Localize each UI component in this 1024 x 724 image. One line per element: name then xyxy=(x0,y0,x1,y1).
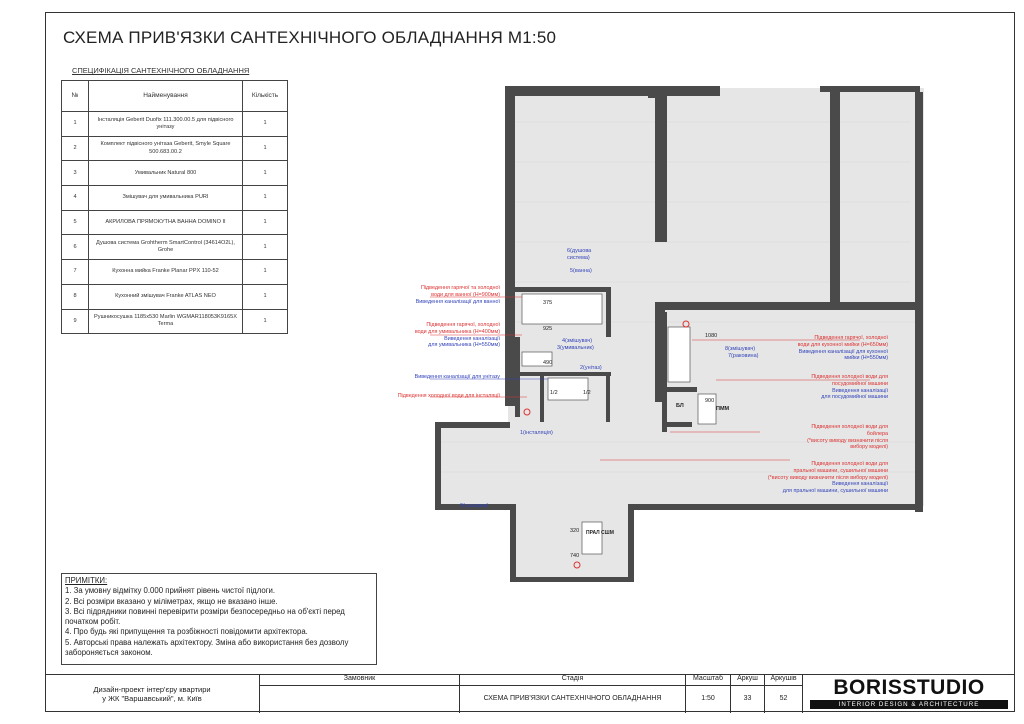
dishwasher-tag: ПММ xyxy=(716,406,730,412)
spec-cell-num: 3 xyxy=(62,161,89,186)
logo-main: BORISSTUDIO xyxy=(833,676,985,699)
spec-cell-name: Інсталяція Geberit Duofix 111.300.00.5 для підвісного унітазу xyxy=(89,112,243,137)
left-annotations xyxy=(340,0,500,724)
sheets-value: 52 xyxy=(779,695,788,702)
spec-cell-num: 6 xyxy=(62,235,89,260)
spec-cell-qty: 1 xyxy=(243,136,288,161)
spec-cell-name: АКРИЛОВА ПРЯМОКУТНА ВАННА DOMINO II xyxy=(89,210,243,235)
spec-table xyxy=(61,80,288,334)
spec-row xyxy=(62,260,288,285)
spec-row xyxy=(62,136,288,161)
annotation-group xyxy=(416,285,500,305)
sewer-note: для умивальника (H=550мм) xyxy=(428,342,500,349)
sheet-label: Аркуш xyxy=(731,675,764,686)
water-supply-note: Підведення гарячої, холодної xyxy=(814,335,888,341)
sheets-label: Аркушів xyxy=(765,675,802,686)
studio-logo xyxy=(807,677,1011,711)
annotation-group xyxy=(415,322,500,349)
scale-value: 1:50 xyxy=(701,695,715,702)
project-line2: у ЖК "Варшавський", м. Київ xyxy=(102,694,202,704)
sewer-note: для пральної машини, сушильної машини xyxy=(782,488,888,494)
spec-cell-qty: 1 xyxy=(243,186,288,211)
sewer-note: мийки (H=550мм) xyxy=(844,355,888,362)
spec-cell-name: Комплект підвісного унітаза Geberit, Smyle Square 500.683.00.2 xyxy=(89,136,243,161)
spec-cell-name: Рушникосушка 1185х530 Marlin WGMAR118053K9165X Terma xyxy=(89,309,243,334)
dim-label: 900 xyxy=(705,398,715,404)
spec-cell-num: 4 xyxy=(62,186,89,211)
tag-kitchen-sink: 7(раковина) xyxy=(728,353,759,359)
annotation-group xyxy=(415,374,500,381)
tag-shower-1: 6(душова xyxy=(567,248,592,254)
stage-cell xyxy=(460,675,686,713)
water-supply-note: посудомийної машини xyxy=(832,380,888,387)
sewer-note: Виведення каналізації xyxy=(832,387,888,394)
scale-cell xyxy=(686,675,731,713)
tag-washbasin: 3(умивальник) xyxy=(557,345,594,351)
water-supply-note: Підведення холодної води для інсталяції xyxy=(397,393,500,399)
scale-label: Масштаб xyxy=(686,675,730,686)
spec-row xyxy=(62,284,288,309)
spec-cell-num: 5 xyxy=(62,210,89,235)
tag-kitchen-mixer: 8(змішувач) xyxy=(725,346,756,352)
client-label: Замовник xyxy=(260,675,459,686)
sewer-note: Виведення каналізації для унітазу xyxy=(414,374,500,380)
tag-towel: 9(сушарка) xyxy=(460,503,489,509)
title-block xyxy=(45,674,1015,713)
tag-installation: 1(інсталяція) xyxy=(520,430,553,436)
annotation-group xyxy=(398,393,500,400)
sewer-note: Виведення каналізації xyxy=(832,481,888,488)
spec-cell-num: 2 xyxy=(62,136,89,161)
project-line1: Дизайн-проект інтер'єру квартири xyxy=(93,685,211,694)
spec-header-row xyxy=(62,81,288,112)
washing-machine xyxy=(582,522,602,554)
spec-row xyxy=(62,235,288,260)
water-supply-note: Підведення гарячої та холодної xyxy=(420,285,500,291)
stage-label: Стадія xyxy=(460,675,685,686)
spec-title: СПЕЦИФІКАЦІЯ САНТЕХНІЧНОГО ОБЛАДНАННЯ xyxy=(72,66,250,75)
spec-cell-num: 1 xyxy=(62,112,89,137)
tag-mixer: 4(змішувач) xyxy=(562,338,593,344)
spec-cell-num: 9 xyxy=(62,309,89,334)
water-supply-note: пральної машини, сушильної машини xyxy=(793,467,888,474)
spec-row xyxy=(62,210,288,235)
dim-label: 925 xyxy=(543,326,553,332)
spec-row xyxy=(62,186,288,211)
water-supply-note: вибору моделі) xyxy=(850,444,888,451)
water-supply-note: (*висоту виводу визначити після вибору моделі) xyxy=(767,474,888,481)
sheet-title: СХЕМА ПРИВ'ЯЗКИ САНТЕХНІЧНОГО ОБЛАДНАННЯ М1:50 xyxy=(63,28,557,47)
sewer-note: для посудомийної машини xyxy=(821,394,888,401)
spec-cell-qty: 1 xyxy=(243,161,288,186)
spec-cell-qty: 1 xyxy=(243,284,288,309)
boiler-tag: БЛ xyxy=(676,403,684,409)
notes-box xyxy=(61,573,377,665)
water-supply-note: бойлера xyxy=(866,430,888,437)
spec-row xyxy=(62,112,288,137)
tag-bath: 5(ванна) xyxy=(570,268,592,274)
spec-cell-qty: 1 xyxy=(243,260,288,285)
spec-cell-num: 8 xyxy=(62,284,89,309)
water-supply-note: Підведення холодної води для xyxy=(811,374,888,380)
note-item: 1. За умовну відмітку 0.000 прийнят рівень чистої підлоги. xyxy=(65,586,276,596)
water-supply-note: води для кухонної мийки (H=650мм) xyxy=(797,341,888,348)
half-mark-1: 1/2 xyxy=(550,390,558,396)
tag-toilet: 2(унітаз) xyxy=(580,365,602,371)
note-item: 3. Всі підрядники повинні перевірити розміри безпосередньо на об'єкті перед початком робіт. xyxy=(65,606,345,627)
dim-label: 490 xyxy=(543,360,553,366)
note-item: 4. Про будь які припущення та розбіжності повідомити архітектора. xyxy=(65,627,308,637)
dim-label: 1080 xyxy=(705,333,718,339)
spec-cell-name: Умивальник Natural 800 xyxy=(89,161,243,186)
spec-row xyxy=(62,161,288,186)
spec-cell-num: 7 xyxy=(62,260,89,285)
dim-label: 320 xyxy=(570,528,580,534)
annotation-group xyxy=(798,335,888,362)
sewer-note: Виведення каналізації для кухонної xyxy=(798,348,888,355)
spec-cell-qty: 1 xyxy=(243,112,288,137)
spec-col-name: Найменування xyxy=(89,81,243,112)
spec-cell-name: Душова система Grohtherm SmartControl (34614O2L), Grohe xyxy=(89,235,243,260)
water-supply-note: Підведення холодної води для xyxy=(811,461,888,467)
sheet-cell xyxy=(731,675,765,713)
washer-tag: ПРАЛ СШМ xyxy=(586,530,614,536)
tag-shower-2: система) xyxy=(567,255,590,261)
spec-cell-qty: 1 xyxy=(243,235,288,260)
note-item: 5. Авторські права належать архітектору. Зміна або використання без дозволу забороняється законом. xyxy=(65,637,349,657)
water-supply-note: (*висоту виводу визначити після xyxy=(807,437,888,444)
water-supply-note: води для ванної (H=900мм) xyxy=(431,291,500,298)
half-mark-2: 1/2 xyxy=(583,390,591,396)
project-cell xyxy=(45,675,260,713)
water-supply-note: Підведення гарячої, холодної xyxy=(426,322,500,328)
spec-cell-qty: 1 xyxy=(243,309,288,334)
note-item: 2. Всі розміри вказано у міліметрах, якщо не вказано інше. xyxy=(65,596,278,606)
water-supply-note: води для умивальника (H=400мм) xyxy=(414,328,500,335)
stage-value: СХЕМА ПРИВ'ЯЗКИ САНТЕХНІЧНОГО ОБЛАДНАННЯ xyxy=(483,695,662,702)
notes-title: ПРИМІТКИ: xyxy=(65,576,108,585)
spec-col-num: № xyxy=(62,81,89,112)
annotation-group xyxy=(811,374,888,401)
dim-label: 740 xyxy=(570,553,580,559)
sheets-cell xyxy=(765,675,803,713)
toilet-area xyxy=(548,378,588,400)
annotation-group xyxy=(807,424,888,451)
spec-cell-name: Кухонний змішувач Franke ATLAS NEO xyxy=(89,284,243,309)
spec-row xyxy=(62,309,288,334)
sewer-note: Виведення каналізації для ванної xyxy=(415,298,500,305)
spec-cell-qty: 1 xyxy=(243,210,288,235)
spec-cell-name: Змішувач для умивальника PURI xyxy=(89,186,243,211)
client-cell xyxy=(260,675,460,713)
spec-col-qty: Кількість xyxy=(243,81,288,112)
right-annotations xyxy=(640,0,888,724)
sewer-note: Виведення каналізації xyxy=(444,335,500,342)
dim-label: 375 xyxy=(543,300,553,306)
bathtub xyxy=(522,294,602,324)
water-supply-note: Підведення холодної води для xyxy=(811,424,888,430)
logo-sub: INTERIOR DESIGN & ARCHITECTURE xyxy=(810,700,1008,709)
annotation-group xyxy=(768,461,888,495)
sheet-value: 33 xyxy=(743,695,752,702)
spec-cell-name: Кухонна мийка Franke Planar PPX 110-52 xyxy=(89,260,243,285)
